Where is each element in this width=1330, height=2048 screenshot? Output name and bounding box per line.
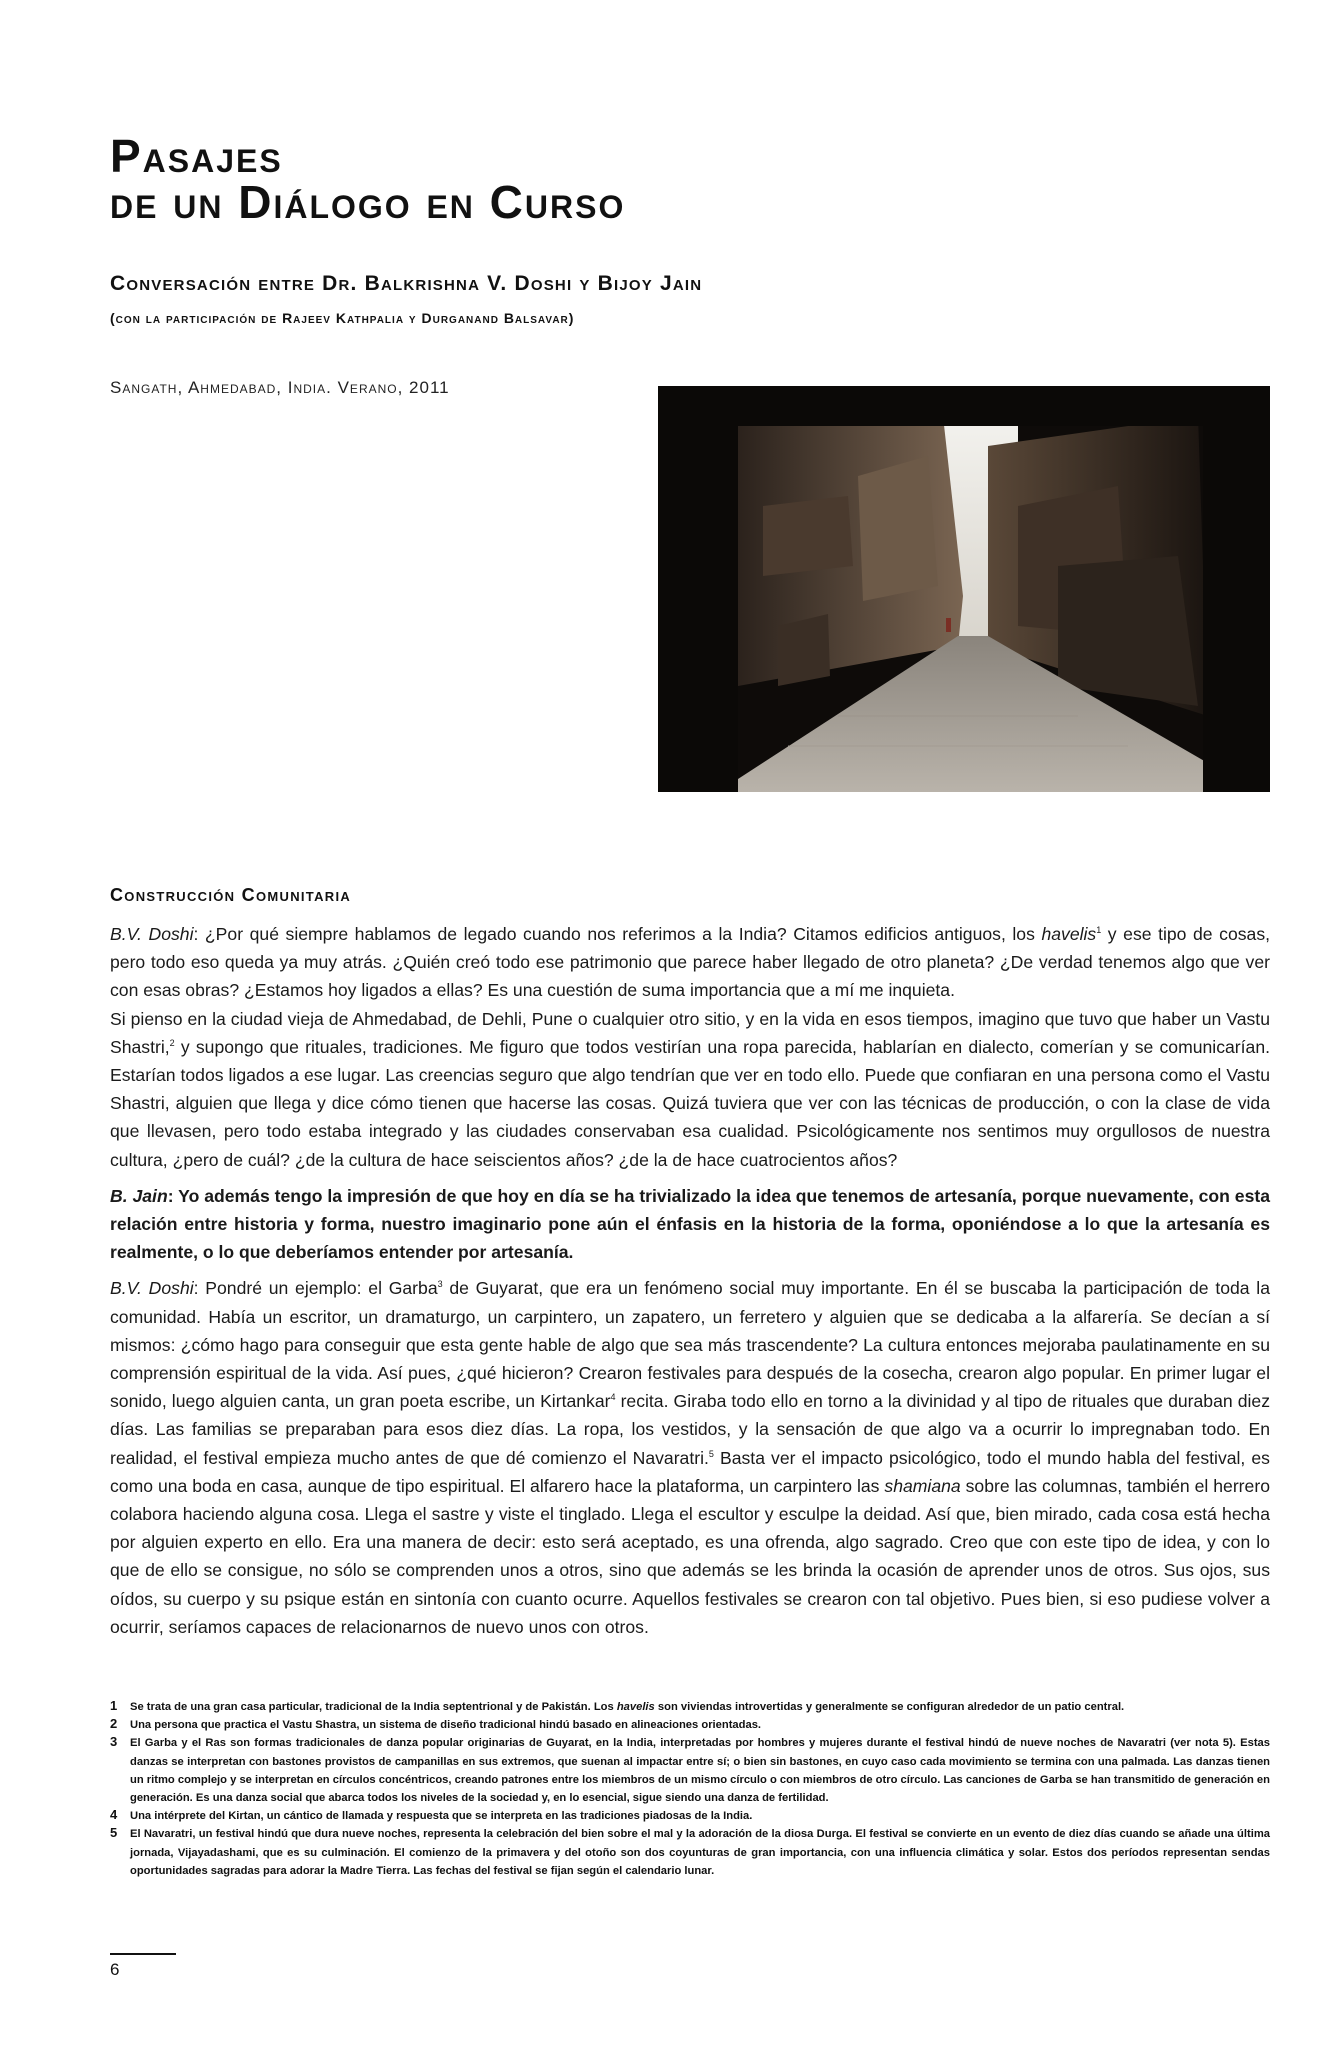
footnote-4 bbox=[110, 1807, 1270, 1825]
footnote-ref: 4 bbox=[610, 1392, 616, 1403]
speaker-name: B.V. Doshi bbox=[110, 924, 194, 944]
paragraph-text: y ese tipo de cosas, pero todo eso queda ya muy atrás. ¿Quién creó todo ese patrimonio que parece haber llegado de otro planeta? ¿De verdad tenemos algo que ver con esas obras? ¿Estamos hoy ligados a ellas? Es una cuestión de suma importancia que a mí me inquieta. bbox=[110, 924, 1270, 1001]
paragraph-2 bbox=[110, 1005, 1270, 1174]
footnote-text: Se trata de una gran casa particular, tradicional de la India septentrional y de Pakistán. Los bbox=[130, 1701, 617, 1713]
paragraph-text: : Pondré un ejemplo: el Garba bbox=[193, 1278, 438, 1299]
footnote-3 bbox=[110, 1734, 1270, 1807]
footnote-number: 2 bbox=[110, 1716, 118, 1732]
place-and-date: Sangath, Ahmedabad, India. Verano, 2011 bbox=[110, 378, 450, 397]
footnote-1 bbox=[110, 1698, 1270, 1716]
footnote-5 bbox=[110, 1825, 1270, 1880]
paragraph-1 bbox=[110, 920, 1270, 1005]
paragraph-4 bbox=[110, 1274, 1270, 1641]
paragraph-text: : ¿Por qué siempre hablamos de legado cuando nos referimos a la India? Citamos edificios antiguos, los bbox=[193, 924, 1042, 944]
paragraph-3 bbox=[110, 1182, 1270, 1267]
footnotes bbox=[110, 1698, 1270, 1880]
page-number-rule bbox=[110, 1953, 176, 1955]
article-body bbox=[110, 920, 1270, 1641]
page-number: 6 bbox=[110, 1960, 120, 1979]
footnote-ref: 2 bbox=[169, 1037, 175, 1048]
footnote-text: Una intérprete del Kirtan, un cántico de llamada y respuesta que se interpreta en las tradiciones piadosas de la India. bbox=[130, 1810, 753, 1823]
speaker-name: B. Jain bbox=[110, 1185, 168, 1206]
footnote-number: 4 bbox=[110, 1807, 118, 1823]
footnote-2 bbox=[110, 1716, 1270, 1734]
emphasis: havelis bbox=[1041, 924, 1097, 944]
title-line-2: de un Diálogo en Curso bbox=[110, 176, 626, 228]
footnote-ref: 3 bbox=[437, 1279, 443, 1290]
paragraph-text: recita. Giraba todo ello en torno a la divinidad y al tipo de rituales que duraban diez días. Las familias se preparaban para esos diez días. La ropa, los vestidos, y la sensación de que algo va a ocurrir lo impregnaban todo. En realidad, el festival empieza mucho antes de que dé comienzo el Navaratri. bbox=[110, 1391, 1270, 1468]
footnote-text: El Garba y el Ras son formas tradicionales de danza popular originarias de Guyarat, en la India, interpretadas por hombres y mujeres durante el festival hindú de nueve noches de Navaratri (ver nota 5). Estas danzas se interpretan con bastones provistos de campanillas en sus extremos, que suenan al impactar entre sí; o bien sin bastones, en cuyo caso cada movimiento se termina con una palmada. Las danzas tienen un ritmo complejo y se interpretan en círculos concéntricos, creando patrones entre los miembros de un mismo círculo o con miembros de otro círculo. Las canciones de Garba se han transmitido de generación en generación. Es una danza social que abarca todos los niveles de la sociedad y, en lo esencial, sigue siendo una danza de fertilidad. bbox=[130, 1737, 1270, 1805]
section-heading: Construcción Comunitaria bbox=[110, 885, 352, 905]
conversation-subtitle: Conversación entre Dr. Balkrishna V. Doshi y Bijoy Jain bbox=[110, 272, 703, 295]
footnote-text: El Navaratri, un festival hindú que dura nueve noches, representa la celebración del bien sobre el mal y la adoración de la diosa Durga. El festival se convierte en un evento de diez días cuando se añade una última jornada, Vijayadashami, que es su culminación. El comienzo de la primavera y del otoño son dos coyunturas de gran importancia, con una influencia climática y solar. Estos dos períodos representan sendas oportunidades sagradas para adorar la Madre Tierra. Las fechas del festival se fijan según el calendario lunar. bbox=[130, 1828, 1270, 1877]
footnote-text: Una persona que practica el Vastu Shastra, un sistema de diseño tradicional hindú basado en alineaciones orientadas. bbox=[130, 1719, 762, 1732]
paragraph-text: sobre las columnas, también el herrero colabora haciendo alguna cosa. Llega el sastre y viste el tinglado. Llega el escultor y esculpe la deidad. Así que, bien mirado, cada cosa está hecha por alguien experto en ello. Era una manera de decir: esto será aceptado, es una ofrenda, algo sagrado. Creo que con este tipo de idea, y con lo que de ello se consigue, no sólo se comprenden unos a otros, sino que además se les brinda la ocasión de aprender unos de otros. Sus ojos, sus oídos, su cuerpo y su psique están en sintonía con cuanto ocurre. Aquellos festivales se crearon con tal objetivo. Pues bien, si eso pudiese volver a ocurrir, seríamos capaces de relacionarnos de nuevo unos con otros. bbox=[110, 1475, 1270, 1637]
footnote-ref: 1 bbox=[1096, 925, 1102, 936]
speaker-name: B.V. Doshi bbox=[110, 1278, 194, 1299]
paragraph-text: Si pienso en la ciudad vieja de Ahmedabad, de Dehli, Pune o cualquier otro sitio, y en la vida en esos tiempos, imagino que tuvo que haber un Vastu Shastri, bbox=[110, 1008, 1270, 1057]
emphasis: havelis bbox=[616, 1701, 655, 1713]
paragraph-text: de Guyarat, que era un fenómeno social muy importante. En él se buscaba la participación de toda la comunidad. Había un escritor, un dramaturgo, un carpintero, un zapatero, un ferretero y alguien que se dedicaba a la alfarería. Se decían a sí mismos: ¿cómo hago para conseguir que esta gente hable de algo que sea más trascendente? La cultura entonces mejoraba paulatinamente en su comprensión espiritual de la vida. Así pues, ¿qué hicieron? Crearon festivales para después de la cosecha, crearon algo popular. En primer lugar el sonido, luego alguien canta, un gran poeta escribe, un Kirtankar bbox=[110, 1278, 1270, 1412]
emphasis: shamiana bbox=[884, 1475, 961, 1496]
footnote-ref: 5 bbox=[708, 1448, 714, 1459]
title-line-1: Pasajes bbox=[110, 130, 283, 182]
article-title bbox=[110, 130, 1110, 228]
paragraph-text: : Yo además tengo la impresión de que hoy en día se ha trivializado la idea que tenemos de artesanía, porque nuevamente, con esta relación entre historia y forma, nuestro imaginario pone aún el énfasis en la historia de la forma, oponiéndose a lo que la artesanía es realmente, o lo que deberíamos entender por artesanía. bbox=[110, 1185, 1271, 1263]
temple-courtyard-photo bbox=[658, 386, 1270, 792]
footnote-number: 1 bbox=[110, 1698, 118, 1713]
participation-note: (con la participación de Rajeev Kathpalia y Durganand Balsavar) bbox=[110, 310, 575, 326]
paragraph-text: Basta ver el impacto psicológico, todo el mundo habla del festival, es como una boda en casa, aunque de tipo espiritual. El alfarero hace la plataforma, un carpintero las bbox=[110, 1447, 1270, 1496]
footnote-text: son viviendas introvertidas y generalmente se configuran alrededor de un patio central. bbox=[654, 1701, 1125, 1713]
paragraph-text: y supongo que rituales, tradiciones. Me figuro que todos vestirían una ropa parecida, hablarían en dialecto, comerían y se comunicarían. Estarían todos ligados a ese lugar. Las creencias seguro que algo tendrían que ver en todo ello. Puede que confiaran en una persona como el Vastu Shastri, alguien que llega y dice cómo tienen que hacerse las cosas. Quizá tuviera que ver con las técnicas de producción, o con la clase de vida que llevasen, pero todo estaba integrado y las ciudades conservaban esa cualidad. Psicológicamente nos sentimos muy orgullosos de nuestra cultura, ¿pero de cuál? ¿de la cultura de hace seiscientos años? ¿de la de hace cuatrocientos años? bbox=[110, 1036, 1270, 1170]
footnote-number: 3 bbox=[110, 1734, 118, 1750]
footnote-number: 5 bbox=[110, 1825, 118, 1841]
